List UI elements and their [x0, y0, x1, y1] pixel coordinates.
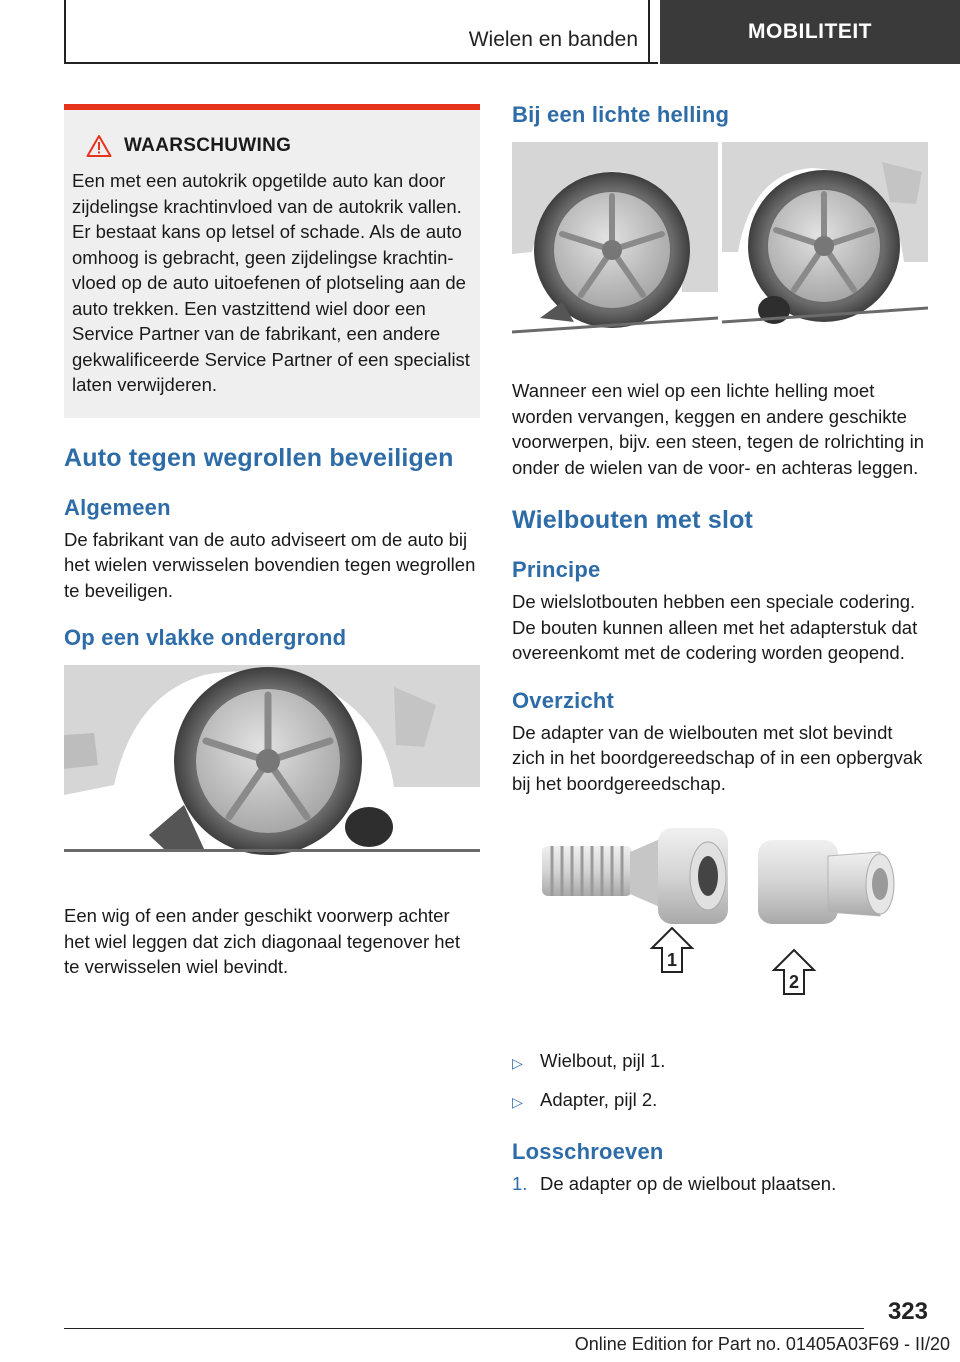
principle-paragraph: De wielslotbouten hebben een speciale codering. De bouten kunnen alleen met het adapterstuk dat overeenkomt met de codering worden geopend. — [512, 591, 918, 663]
slope-paragraph: Wanneer een wiel op een lichte helling moet worden vervangen, keggen en andere geschikte voorwerpen, bijv. een steen, tegen de rolrichting in onder de wielen van de voor- en achteras leggen. — [512, 380, 925, 478]
header-left-rule — [64, 0, 66, 64]
overview-paragraph: De adapter van de wielbouten met slot bevindt zich in het boordgereedschap of in een opbergvak bij het boordgereedschap. — [512, 721, 923, 794]
bullet-triangle-icon: ▷ — [512, 1093, 523, 1110]
subheading-loosening: Losschroeven — [512, 1139, 664, 1164]
arrow-2-label: 2 — [788, 972, 800, 992]
right-column — [512, 100, 928, 1207]
section-heading-roll-away: Auto tegen wegrollen beveiligen — [64, 443, 454, 472]
flat-ground-paragraph: Een wig of een ander geschikt voorwerp achter het wiel leggen dat zich diagonaal tegenover het te verwisselen wiel bevindt. — [64, 905, 460, 977]
front-wheel-panel — [722, 142, 928, 324]
component-list — [512, 1048, 928, 1115]
section-heading-locking-bolts: Wielbouten met slot — [512, 506, 754, 534]
footer-edition: Online Edition for Part no. 01405A03F69 - II/20 — [574, 1334, 950, 1354]
warning-header — [86, 134, 472, 158]
list-item-text: Wielbout, pijl 1. — [540, 1050, 666, 1071]
warning-title: WAARSCHUWING — [124, 135, 292, 156]
bolt-adapter-illustration — [512, 816, 928, 1016]
step-item — [512, 1171, 928, 1197]
warning-box — [64, 104, 480, 418]
page-number: 323 — [887, 1298, 928, 1325]
wheel-bolt-drawing — [542, 828, 728, 924]
steps-list — [512, 1171, 928, 1197]
header-mid-rule — [648, 0, 650, 64]
arrow-1-label: 1 — [666, 950, 678, 970]
list-item — [512, 1048, 928, 1077]
step-number: 1. — [512, 1173, 528, 1194]
warning-triangle-icon — [86, 134, 112, 158]
slope-wheels-illustration — [512, 142, 928, 340]
header-section-title: Wielen en banden — [468, 28, 638, 51]
arrow-2 — [774, 950, 814, 994]
adapter-drawing — [758, 840, 894, 924]
subheading-slope: Bij een lichte helling — [512, 102, 730, 127]
list-item — [512, 1087, 928, 1116]
arrow-1 — [652, 928, 692, 972]
flat-ground-wheel-illustration — [64, 665, 480, 855]
step-text: De adapter op de wielbout plaatsen. — [540, 1173, 837, 1194]
rear-wheel-panel — [512, 142, 718, 332]
footer-rule — [64, 1328, 864, 1329]
header-chapter-tab[interactable]: MOBILITEIT — [660, 0, 960, 64]
subheading-general: Algemeen — [64, 494, 171, 520]
subheading-principle: Principe — [512, 557, 601, 582]
warning-text: Een met een autokrik opgetilde auto kan door zijdelingse krachtinvloed van de autokrik vallen. Er bestaat kans op letsel of schade. Als de auto omhoog is gebracht, geen zijdelingse krachtinvloed op de auto uitoefenen of plotseling aan de auto trekken. Een vastzittend wiel door een Service Partner van de fabrikant, een andere gekwalificeerde Service Partner of een specialist laten verwijderen. — [72, 170, 470, 395]
bullet-triangle-icon: ▷ — [512, 1055, 523, 1071]
left-column — [64, 104, 480, 980]
subheading-flat-ground: Op een vlakke ondergrond — [64, 625, 347, 650]
general-paragraph: De fabrikant van de auto adviseert om de auto bij het wielen verwisselen bovendien tegen wegrollen te beveiligen. — [64, 528, 476, 601]
header-bottom-rule — [64, 62, 658, 64]
list-item-text: Adapter, pijl 2. — [540, 1088, 658, 1110]
subheading-overview: Overzicht — [512, 687, 615, 713]
